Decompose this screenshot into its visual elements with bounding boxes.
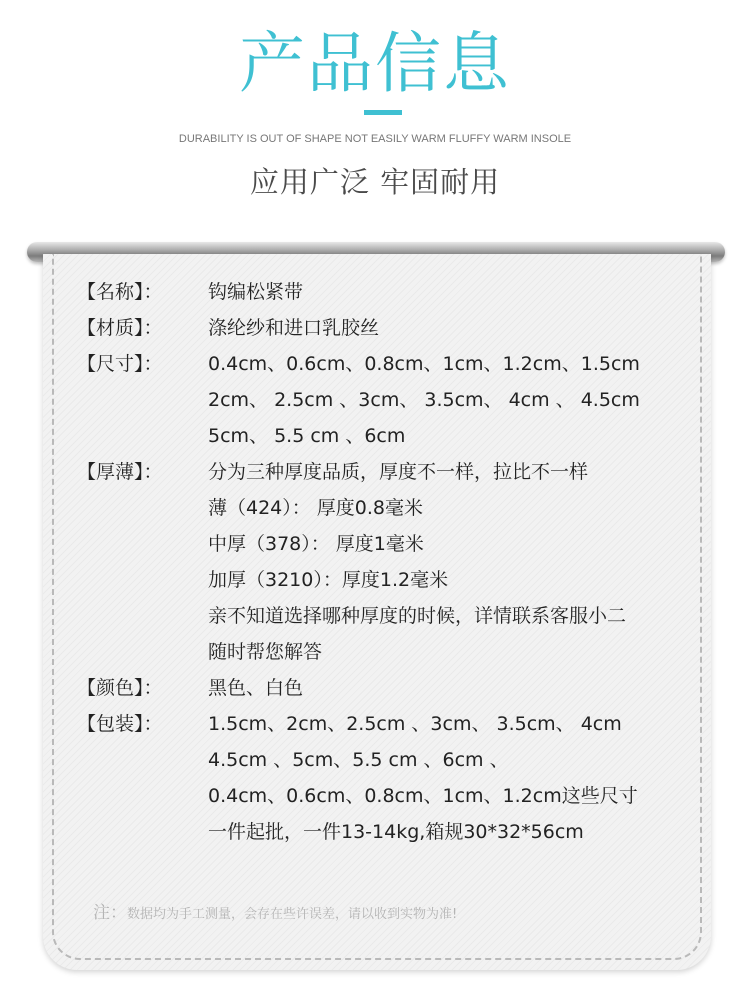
note-text: 数据均为手工测量，会存在些许误差，请以收到实物为准! <box>127 907 458 922</box>
color-label: 【颜色】： <box>77 677 163 699</box>
page-title: 产品信息 <box>239 25 511 102</box>
english-subtitle: DURABILITY IS OUT OF SHAPE NOT EASILY WARM FLUFFY WARM INSOLE <box>178 133 572 145</box>
material-row <box>0 310 750 346</box>
packaging-line: 一件起批，一件13-14kg,箱规30*32*56cm <box>208 821 584 843</box>
thickness-row-cont <box>0 526 750 562</box>
packaging-line: 1.5cm、2cm、2.5cm 、3cm、 3.5cm、 4cm <box>208 713 622 735</box>
note-lead: 注： <box>93 903 127 923</box>
color-value: 黑色、白色 <box>208 677 304 699</box>
name-row <box>0 274 750 310</box>
material-value: 涤纶纱和进口乳胶丝 <box>208 317 380 339</box>
size-row-cont <box>0 382 750 418</box>
size-label: 【尺寸】： <box>77 353 163 375</box>
packaging-row <box>0 706 750 742</box>
thickness-line: 中厚（378）： 厚度1毫米 <box>208 533 424 555</box>
size-line: 5cm、 5.5 cm 、6cm <box>208 425 406 447</box>
thickness-label: 【厚薄】： <box>77 461 163 483</box>
material-label: 【材质】： <box>77 317 163 339</box>
chinese-subtitle: 应用广泛 牢固耐用 <box>249 165 501 199</box>
thickness-row-cont <box>0 490 750 526</box>
thickness-line: 分为三种厚度品质，厚度不一样，拉比不一样 <box>208 461 589 483</box>
color-row <box>0 670 750 706</box>
thickness-line: 加厚（3210）：厚度1.2毫米 <box>208 569 449 591</box>
packaging-label: 【包装】： <box>77 713 163 735</box>
measurement-note <box>93 900 457 928</box>
thickness-line: 亲不知道选择哪种厚度的时候，详情联系客服小二 <box>208 605 627 627</box>
name-value: 钩编松紧带 <box>208 281 304 303</box>
thickness-line: 薄（424）： 厚度0.8毫米 <box>208 497 424 519</box>
size-row-cont <box>0 418 750 454</box>
packaging-row-cont <box>0 778 750 814</box>
size-line: 2cm、 2.5cm 、3cm、 3.5cm、 4cm 、 4.5cm <box>208 389 640 411</box>
name-label: 【名称】： <box>77 281 163 303</box>
packaging-line: 0.4cm、0.6cm、0.8cm、1cm、1.2cm这些尺寸 <box>208 785 638 807</box>
thickness-line: 随时帮您解答 <box>208 641 323 663</box>
thickness-row-cont <box>0 634 750 670</box>
size-row <box>0 346 750 382</box>
packaging-row-cont <box>0 814 750 850</box>
thickness-row-cont <box>0 562 750 598</box>
thickness-row <box>0 454 750 490</box>
packaging-line: 4.5cm 、5cm、5.5 cm 、6cm 、 <box>208 749 509 771</box>
thickness-row-cont <box>0 598 750 634</box>
product-info-list <box>0 274 750 850</box>
title-underline <box>364 110 402 115</box>
size-line: 0.4cm、0.6cm、0.8cm、1cm、1.2cm、1.5cm <box>208 353 640 375</box>
packaging-row-cont <box>0 742 750 778</box>
